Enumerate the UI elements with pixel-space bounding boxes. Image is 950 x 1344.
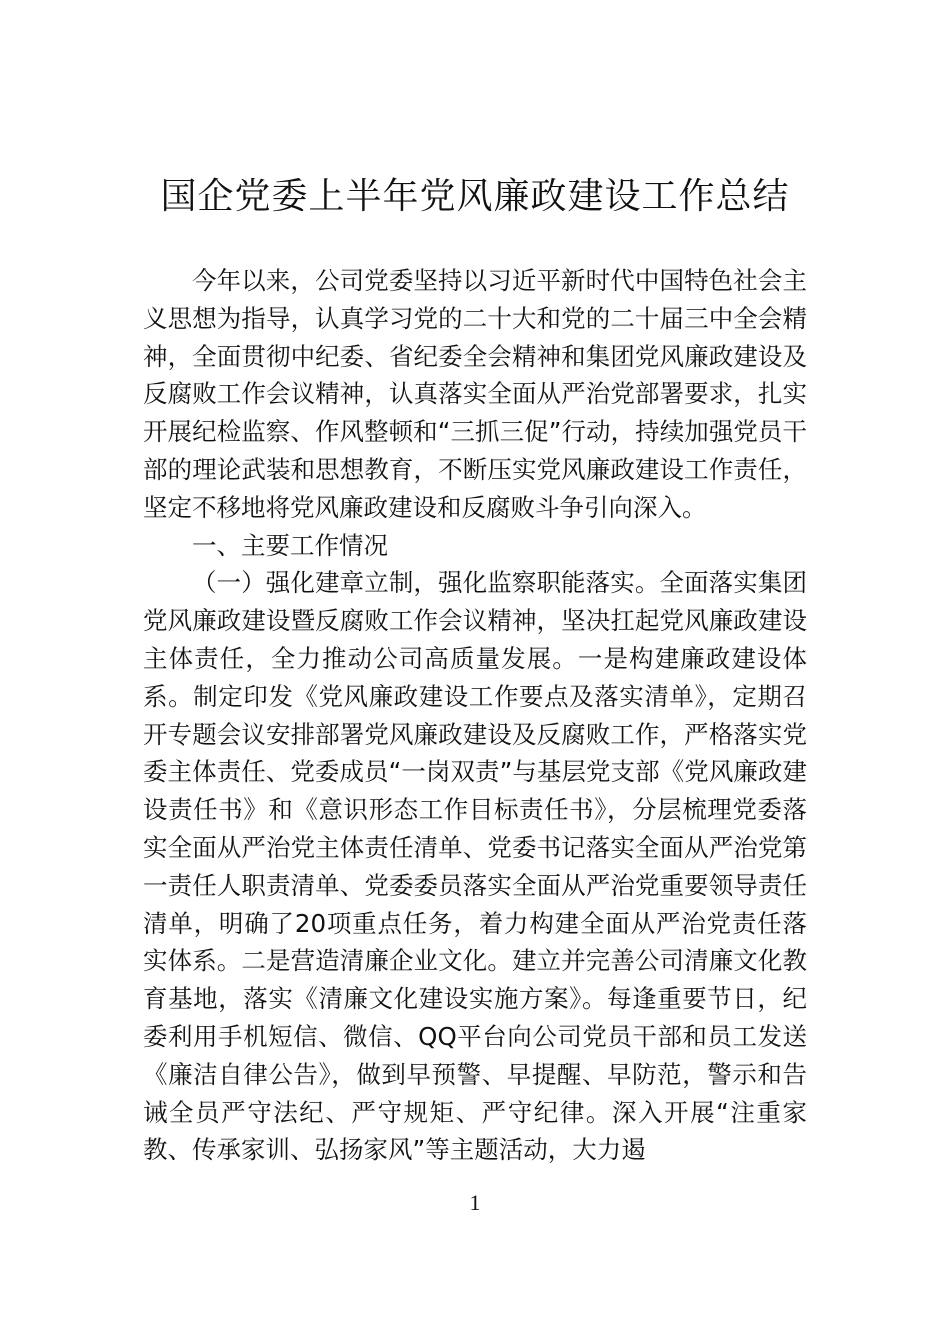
- document-body: [143, 262, 807, 1169]
- section-heading: 一、主要工作情况: [192, 530, 388, 560]
- page-number: 1: [469, 1190, 481, 1215]
- document-title: 国企党委上半年党风廉政建设工作总结: [160, 176, 790, 217]
- subsection-paragraph: （一）强化建章立制，强化监察职能落实。全面落实集团党风廉政建设暨反腐败工作会议精神，坚决扛起党风廉政建设主体责任，全力推动公司高质量发展。一是构建廉政建设体系。制定印发《党风廉政建设工作要点及落实清单》，定期召开专题会议安排部署党风廉政建设及反腐败工作，严格落实党委主体责任、党委成员“一岗双责”与基层党支部《党风廉政建设责任书》和《意识形态工作目标责任书》，分层梳理党委落实全面从严治党主体责任清单、党委书记落实全面从严治党第一责任人职责清单、党委委员落实全面从严治党重要领导责任清单，明确了20项重点任务，着力构建全面从严治党责任落实体系。二是营造清廉企业文化。建立并完善公司清廉文化教育基地，落实《清廉文化建设实施方案》。每逢重要节日，纪委利用手机短信、微信、QQ平台向公司党员干部和员工发送《廉洁自律公告》，做到早预警、早提醒、早防范，警示和告诫全员严守法纪、严守规矩、严守纪律。深入开展“注重家教、传承家训、弘扬家风”等主题活动，大力遏: [143, 568, 807, 1165]
- intro-paragraph: 今年以来，公司党委坚持以习近平新时代中国特色社会主义思想为指导，认真学习党的二十大和党的二十届三中全会精神，全面贯彻中纪委、省纪委全会精神和集团党风廉政建设及反腐败工作会议精神，认真落实全面从严治党部署要求，扎实开展纪检监察、作风整顿和“三抓三促”行动，持续加强党员干部的理论武装和思想教育，不断压实党风廉政建设工作责任，坚定不移地将党风廉政建设和反腐败斗争引向深入。: [143, 266, 807, 522]
